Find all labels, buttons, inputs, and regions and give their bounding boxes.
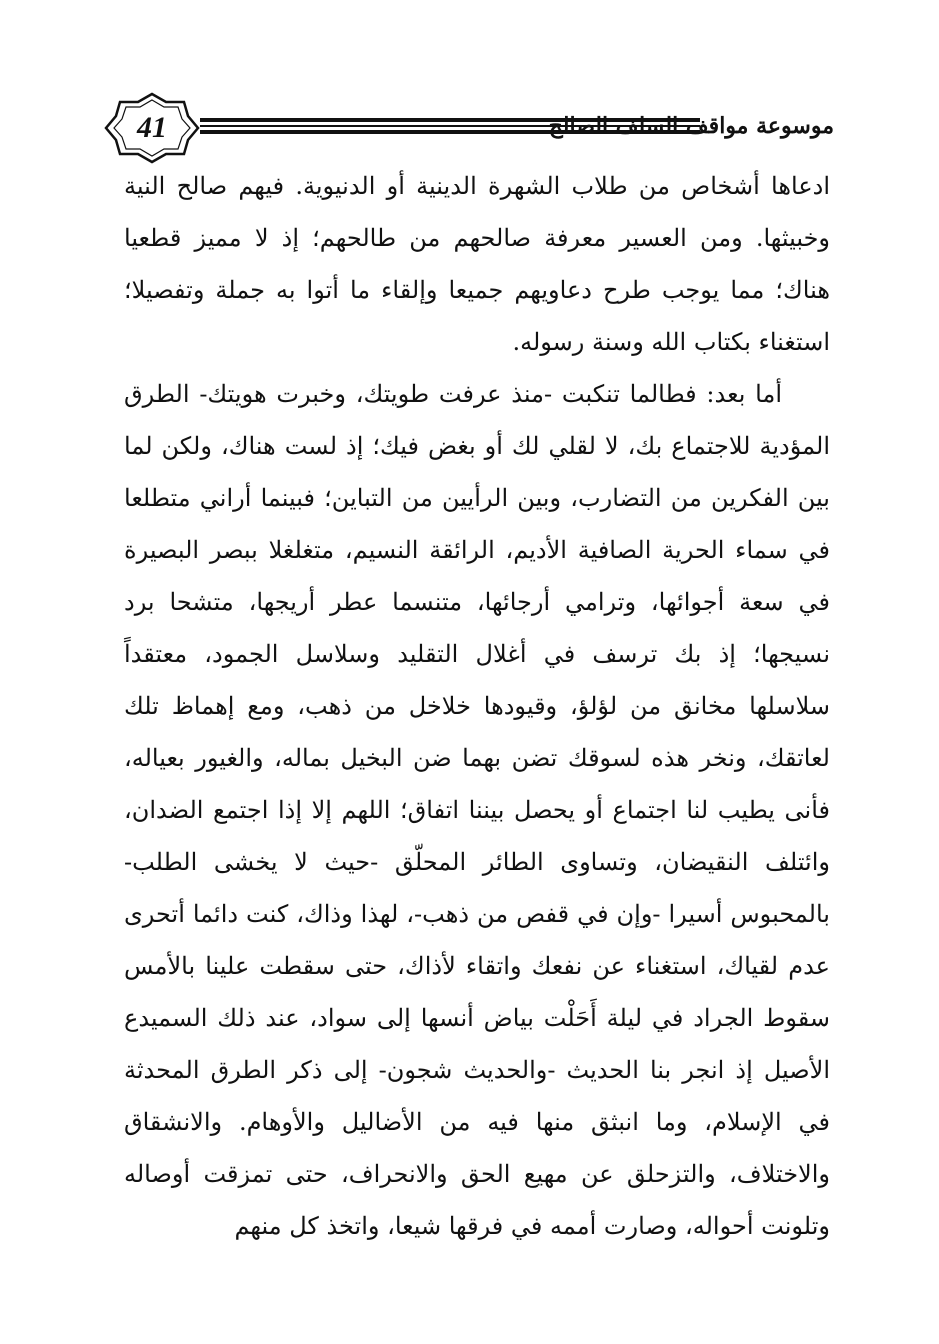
page-header (104, 92, 834, 164)
page-number: 41 (137, 111, 167, 144)
paragraph-1: ادعاها أشخاص من طلاب الشهرة الدينية أو الدنيوية. فيهم صالح النية وخبيثها. ومن العسير معرفة صالحهم من طالحهم؛ إذ لا مميز قطعيا هناك؛ مما يوجب طرح دعاويهم جميعا وإلقاء ما أتوا به جملة وتفصيلا؛ استغناء بكتاب الله وسنة رسوله. (124, 172, 831, 356)
page-number-badge (104, 92, 200, 164)
series-title: موسوعة مواقف السلف الصالح (548, 113, 834, 139)
page-body (124, 160, 830, 1252)
paragraph-2: أما بعد: فطالما تنكبت -منذ عرفت طويتك، وخبرت هويتك- الطرق المؤدية للاجتماع بك، لا لقلي لك أو بغض فيك؛ إذ لست هناك، ولكن لما بين الفكرين من التضارب، وبين الرأيين من التباين؛ فبينما أراني متطلعا في سماء الحرية الصافية الأديم، الرائقة النسيم، متغلغلا ببصر البصيرة في سعة أجوائها، وترامي أرجائها، متنسما عطر أريجها، متشحا برد نسيجها؛ إذ بك ترسف في أغلال التقليد وسلاسل الجمود، معتقداً سلاسلها مخانق من لؤلؤ، وقيودها خلاخل من ذهب، ومع إهماظ تلك لعاتقك، ونخر هذه لسوقك تضن بهما ضن البخيل بماله، والغيور بعياله، فأنى يطيب لنا اجتماع أو يحصل بيننا اتفاق؛ اللهم إلا إذا اجتمع الضدان، وائتلف النقيضان، وتساوى الطائر المحلّق -حيث لا يخشى الطلب- بالمحبوس أسيرا -وإن في قفص من ذهب-، لهذا وذاك، كنت دائما أتحرى عدم لقياك، استغناء عن نفعك واتقاء لأذاك، حتى سقطت علينا بالأمس سقوط الجراد في ليلة أَحَلْت بياض أنسها إلى سواد، عند ذلك السميدع الأصيل إذ انجر بنا الحديث -والحديث شجون- إلى ذكر الطرق المحدثة في الإسلام، وما انبثق منها فيه من الأضاليل والأوهام. والانشقاق والاختلاف، والتزحلق عن مهيع الحق والانحراف، حتى تمزقت أوصاله وتلونت أحواله، وصارت أممه في فرقها شيعا، واتخذ كل منهم (124, 380, 831, 1240)
